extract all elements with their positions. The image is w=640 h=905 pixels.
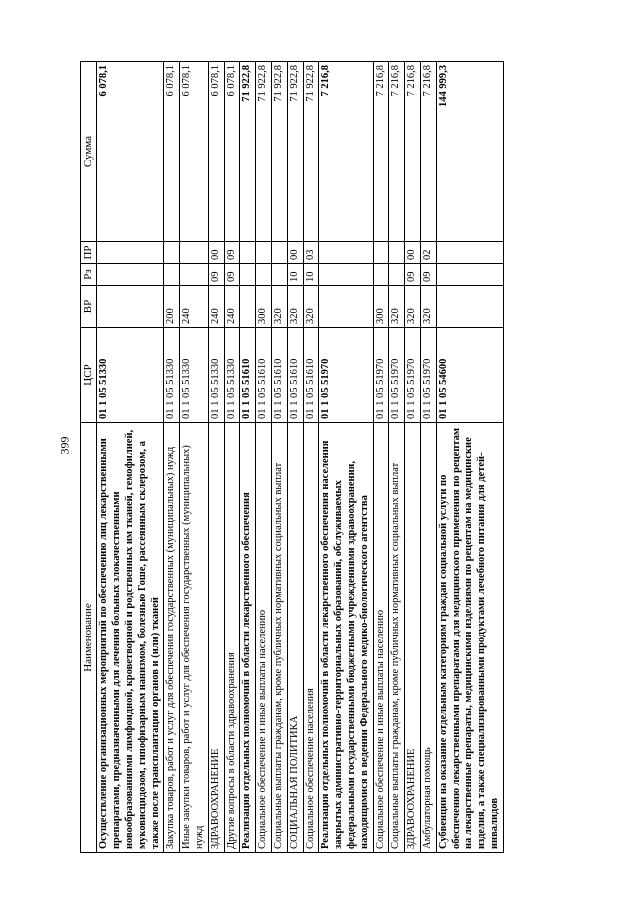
row-rz bbox=[240, 264, 256, 286]
row-csr: 01 1 05 51970 bbox=[389, 328, 405, 423]
row-name: Закупка товаров, работ и услуг для обеспечения государственных (муниципальных) нужд bbox=[164, 423, 180, 853]
row-sum: 6 078,1 bbox=[208, 62, 224, 242]
row-csr: 01 1 05 51330 bbox=[97, 328, 164, 423]
row-vr: 320 bbox=[271, 286, 287, 328]
row-vr: 240 bbox=[180, 286, 209, 328]
table-row bbox=[420, 62, 436, 853]
row-pr bbox=[271, 242, 287, 264]
table-row bbox=[271, 62, 287, 853]
row-vr: 300 bbox=[373, 286, 389, 328]
row-sum: 6 078,1 bbox=[164, 62, 180, 242]
row-name: Реализация отдельных полномочий в области лекарственного обеспечения bbox=[240, 423, 256, 853]
row-rz: 10 bbox=[287, 264, 303, 286]
row-pr bbox=[180, 242, 209, 264]
row-sum: 71 922,8 bbox=[240, 62, 256, 242]
row-sum: 6 078,1 bbox=[224, 62, 240, 242]
row-sum: 7 216,8 bbox=[405, 62, 421, 242]
row-csr: 01 1 05 51610 bbox=[287, 328, 303, 423]
row-rz bbox=[180, 264, 209, 286]
row-sum: 144 999,3 bbox=[436, 62, 503, 242]
row-name: Субвенции на оказание отдельным категориям граждан социальной услуги по обеспечению лекарственными препаратами для медицинского применения по рецептам на лекарственные препараты, медицинскими изделиями по рецептам на медицинские изделия, а также специализированными продуктами лечебного питания для детей-инвалидов bbox=[436, 423, 503, 853]
row-vr bbox=[97, 286, 164, 328]
row-csr: 01 1 05 51970 bbox=[405, 328, 421, 423]
header-vr: ВР bbox=[81, 286, 97, 328]
row-name: Социальные выплаты гражданам, кроме публичных нормативных социальных выплат bbox=[271, 423, 287, 853]
row-csr: 01 1 05 51610 bbox=[303, 328, 319, 423]
row-sum: 7 216,8 bbox=[319, 62, 373, 242]
row-vr: 320 bbox=[303, 286, 319, 328]
row-name: ЗДРАВООХРАНЕНИЕ bbox=[208, 423, 224, 853]
row-name: СОЦИАЛЬНАЯ ПОЛИТИКА bbox=[287, 423, 303, 853]
row-pr bbox=[164, 242, 180, 264]
table-row bbox=[164, 62, 180, 853]
row-vr: 320 bbox=[389, 286, 405, 328]
row-csr: 01 1 05 54600 bbox=[436, 328, 503, 423]
row-csr: 01 1 05 51610 bbox=[271, 328, 287, 423]
row-vr: 300 bbox=[256, 286, 272, 328]
row-rz bbox=[164, 264, 180, 286]
row-pr: 00 bbox=[405, 242, 421, 264]
row-name: Реализация отдельных полномочий в области лекарственного обеспечения населения закрытых административно-территориальных образований, обслуживаемых федеральными государственными бюджетными учреждениями здравоохранения, находящимися в ведении Федерального медико-биологического агентства bbox=[319, 423, 373, 853]
row-sum: 71 922,8 bbox=[303, 62, 319, 242]
row-rz bbox=[319, 264, 373, 286]
row-name: Другие вопросы в области здравоохранения bbox=[224, 423, 240, 853]
row-vr bbox=[436, 286, 503, 328]
row-pr bbox=[373, 242, 389, 264]
row-pr: 03 bbox=[303, 242, 319, 264]
header-pr: ПР bbox=[81, 242, 97, 264]
row-sum: 6 078,1 bbox=[97, 62, 164, 242]
row-vr: 320 bbox=[287, 286, 303, 328]
row-rz bbox=[256, 264, 272, 286]
row-csr: 01 1 05 51970 bbox=[420, 328, 436, 423]
table-row bbox=[180, 62, 209, 853]
row-pr: 00 bbox=[287, 242, 303, 264]
table-row bbox=[405, 62, 421, 853]
table-row bbox=[287, 62, 303, 853]
header-rz: Рз bbox=[81, 264, 97, 286]
row-csr: 01 1 05 51610 bbox=[256, 328, 272, 423]
row-pr bbox=[436, 242, 503, 264]
row-rz bbox=[436, 264, 503, 286]
row-sum: 71 922,8 bbox=[271, 62, 287, 242]
table-row bbox=[208, 62, 224, 853]
table-row bbox=[303, 62, 319, 853]
table-row bbox=[436, 62, 503, 853]
header-sum: Сумма bbox=[81, 62, 97, 242]
row-sum: 7 216,8 bbox=[373, 62, 389, 242]
row-csr: 01 1 05 51610 bbox=[240, 328, 256, 423]
row-name: Социальные выплаты гражданам, кроме публичных нормативных социальных выплат bbox=[389, 423, 405, 853]
row-pr: 00 bbox=[208, 242, 224, 264]
table-row bbox=[389, 62, 405, 853]
row-csr: 01 1 05 51330 bbox=[208, 328, 224, 423]
header-csr: ЦСР bbox=[81, 328, 97, 423]
row-sum: 7 216,8 bbox=[389, 62, 405, 242]
header-name: Наименование bbox=[81, 423, 97, 853]
rotated-page-content bbox=[80, 62, 560, 853]
row-csr: 01 1 05 51970 bbox=[319, 328, 373, 423]
row-sum: 6 078,1 bbox=[180, 62, 209, 242]
row-rz bbox=[97, 264, 164, 286]
row-name: Амбулаторная помощь bbox=[420, 423, 436, 853]
table-row bbox=[97, 62, 164, 853]
row-name: Иные закупки товаров, работ и услуг для обеспечения государственных (муниципальных) нужд bbox=[180, 423, 209, 853]
page-number: 399 bbox=[57, 436, 72, 455]
table-row bbox=[240, 62, 256, 853]
row-pr bbox=[240, 242, 256, 264]
row-csr: 01 1 05 51330 bbox=[164, 328, 180, 423]
row-rz: 09 bbox=[405, 264, 421, 286]
row-csr: 01 1 05 51330 bbox=[224, 328, 240, 423]
row-name: ЗДРАВООХРАНЕНИЕ bbox=[405, 423, 421, 853]
row-pr bbox=[97, 242, 164, 264]
row-vr: 240 bbox=[208, 286, 224, 328]
row-vr: 320 bbox=[420, 286, 436, 328]
row-csr: 01 1 05 51330 bbox=[180, 328, 209, 423]
row-rz: 10 bbox=[303, 264, 319, 286]
row-pr: 09 bbox=[224, 242, 240, 264]
row-name: Социальное обеспечение и иные выплаты населению bbox=[256, 423, 272, 853]
row-pr bbox=[389, 242, 405, 264]
table-row bbox=[224, 62, 240, 853]
table-body bbox=[97, 62, 503, 853]
row-vr bbox=[240, 286, 256, 328]
table-row bbox=[319, 62, 373, 853]
row-vr bbox=[319, 286, 373, 328]
row-sum: 71 922,8 bbox=[287, 62, 303, 242]
row-vr: 320 bbox=[405, 286, 421, 328]
table-row bbox=[256, 62, 272, 853]
table-header-row bbox=[81, 62, 97, 853]
row-rz bbox=[373, 264, 389, 286]
row-name: Осуществление организационных мероприятий по обеспечению лиц лекарственными препаратами, предназначенными для лечения больных злокачественными новообразованиями лимфоидной, кроветворной и родственных им тканей, гемофилией, муковисцидозом, гипофизарным нанизмом, болезнью Гоше, рассеянным склерозом, а также после трансплантации органов и (или) тканей bbox=[97, 423, 164, 853]
table-row bbox=[373, 62, 389, 853]
row-pr bbox=[256, 242, 272, 264]
budget-table bbox=[80, 61, 504, 853]
row-vr: 240 bbox=[224, 286, 240, 328]
row-sum: 7 216,8 bbox=[420, 62, 436, 242]
row-pr bbox=[319, 242, 373, 264]
row-csr: 01 1 05 51970 bbox=[373, 328, 389, 423]
row-rz bbox=[389, 264, 405, 286]
row-pr: 02 bbox=[420, 242, 436, 264]
row-sum: 71 922,8 bbox=[256, 62, 272, 242]
row-vr: 200 bbox=[164, 286, 180, 328]
row-name: Социальное обеспечение населения bbox=[303, 423, 319, 853]
row-name: Социальное обеспечение и иные выплаты населению bbox=[373, 423, 389, 853]
row-rz: 09 bbox=[420, 264, 436, 286]
row-rz bbox=[271, 264, 287, 286]
row-rz: 09 bbox=[224, 264, 240, 286]
row-rz: 09 bbox=[208, 264, 224, 286]
